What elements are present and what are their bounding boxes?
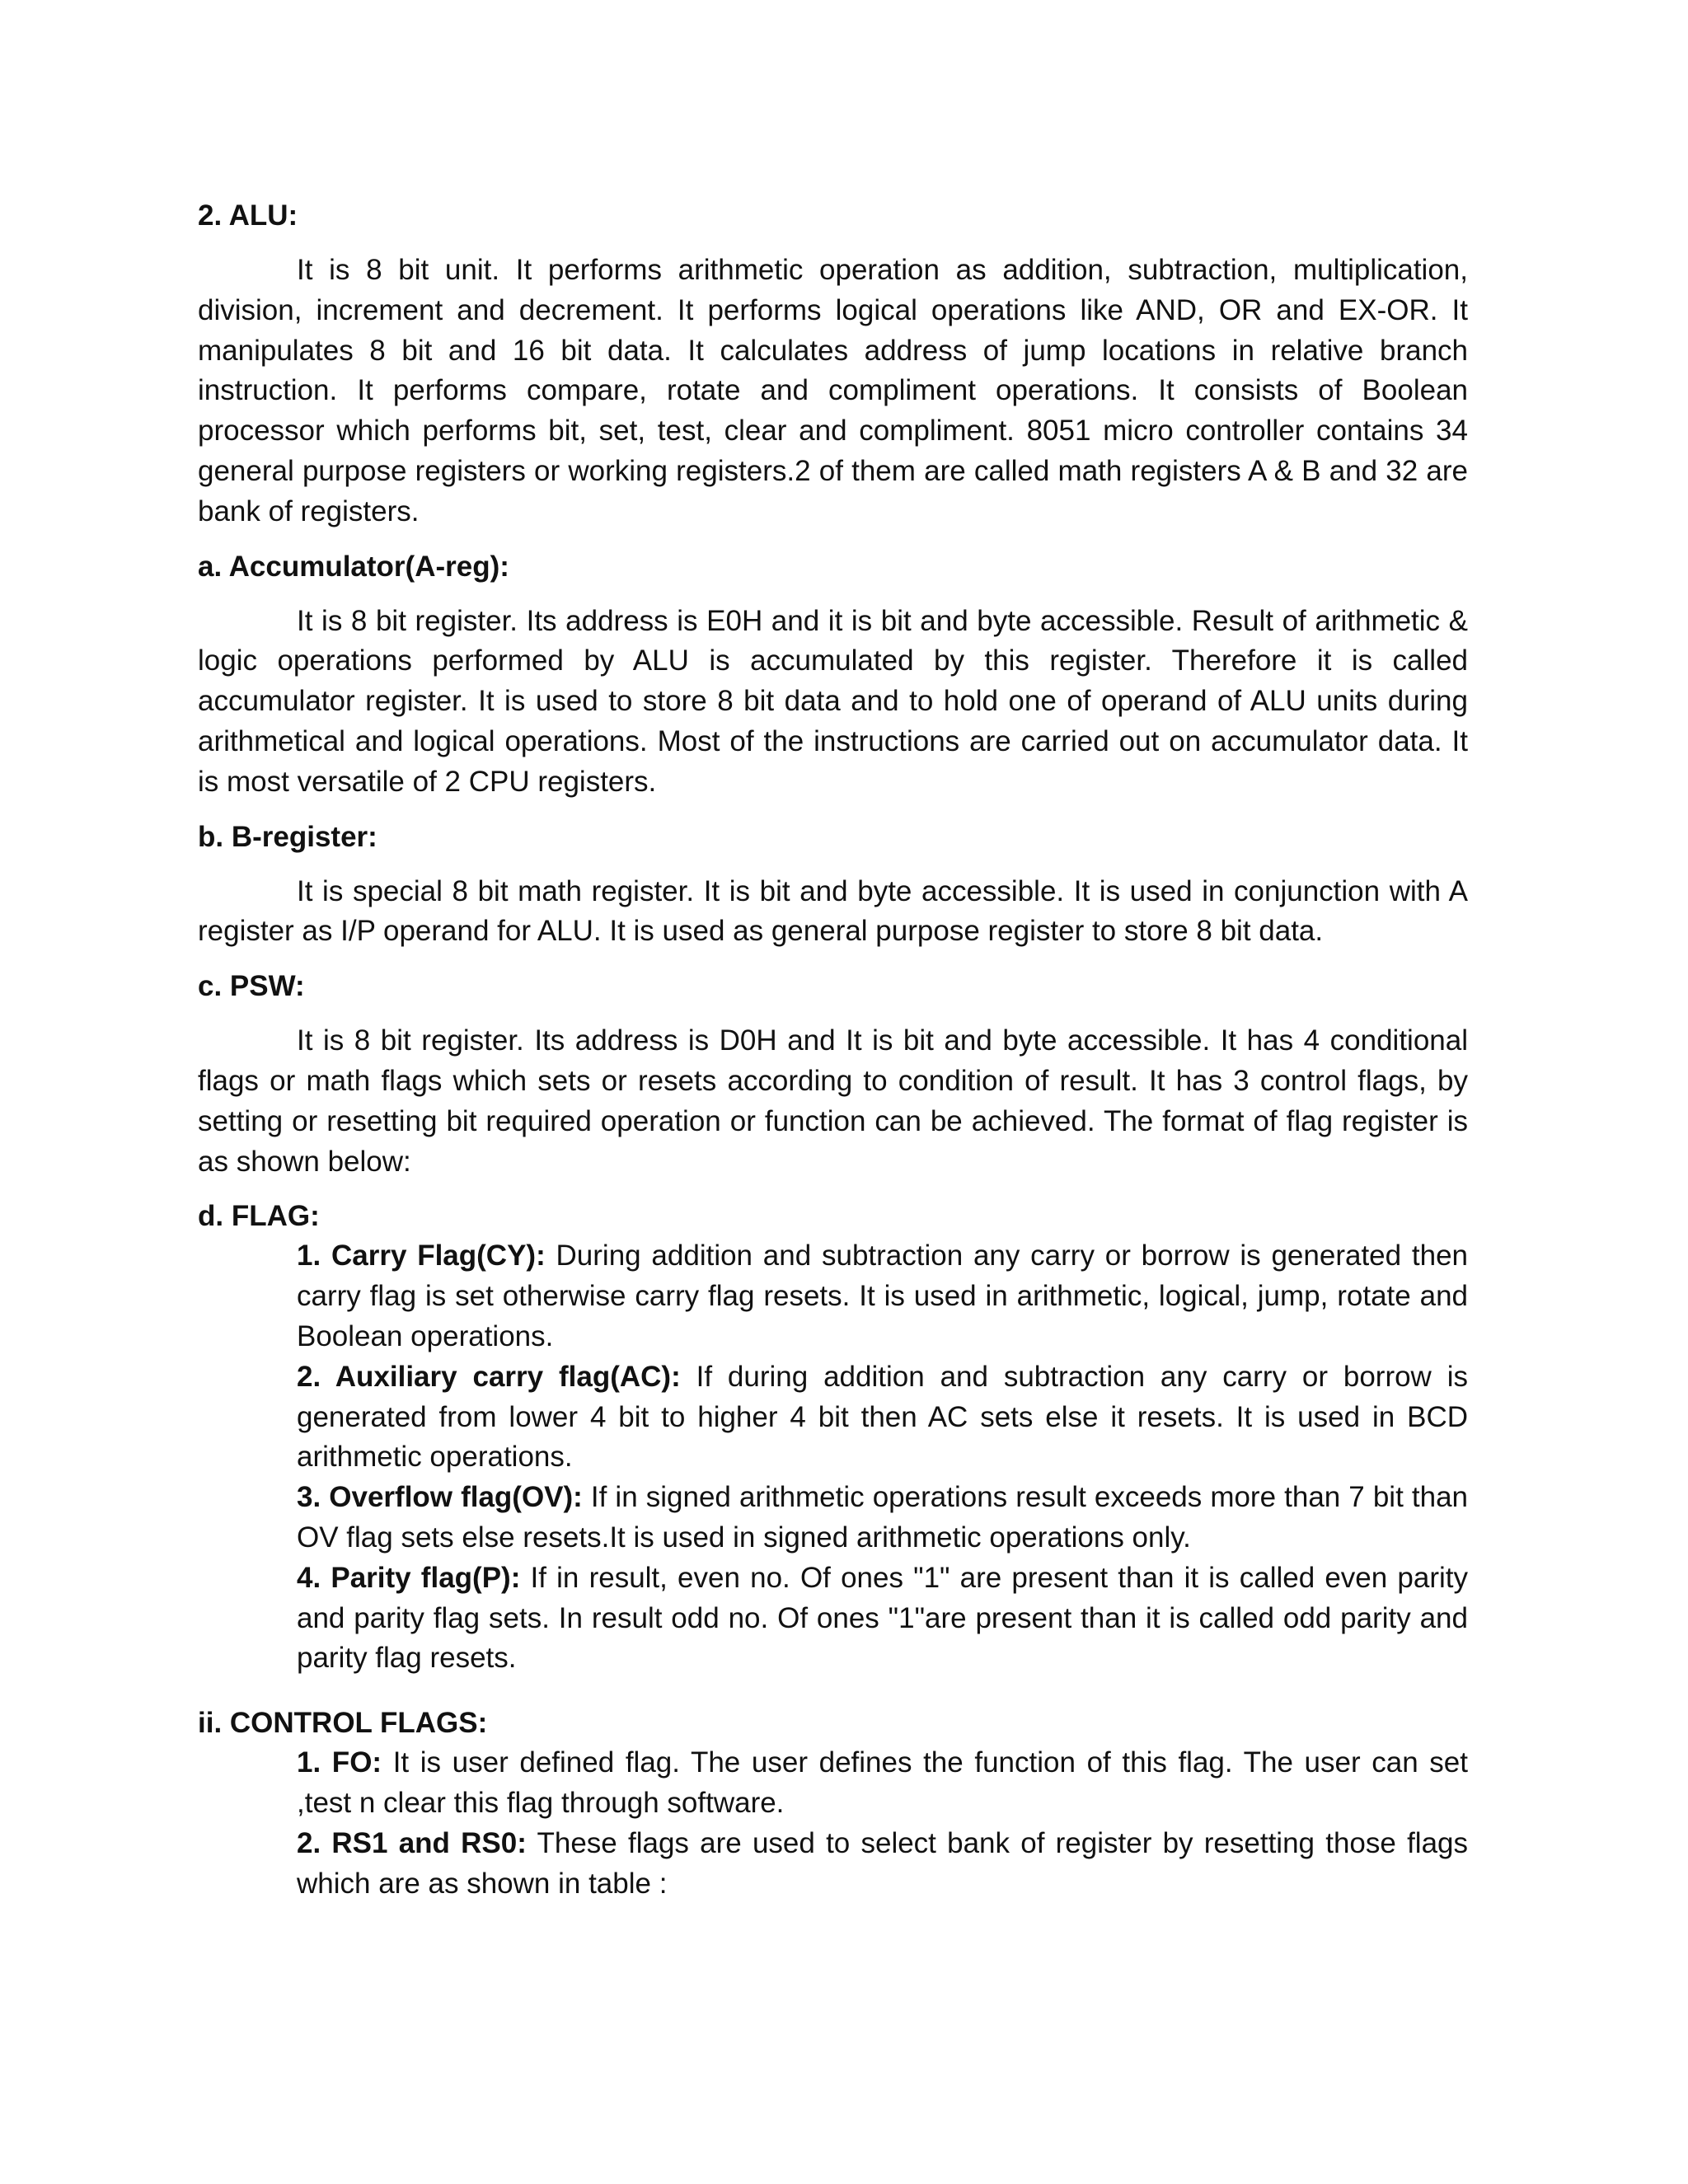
list-item — [297, 1236, 1468, 1357]
accumulator-heading: a. Accumulator(A-reg): — [198, 550, 509, 583]
control-flag-text: It is user defined flag. The user defines the function of this flag. The user can set ,test n clear this flag through software. — [297, 1746, 1468, 1819]
control-flag-term: 2. RS1 and RS0: — [297, 1826, 527, 1859]
list-item — [297, 1743, 1468, 1824]
flag-text: During addition and subtraction any carry or borrow is generated then carry flag is set otherwise carry flag resets. It is used in arithmetic, logical, jump, rotate and Boolean operations. — [297, 1240, 1468, 1352]
psw-paragraph: It is 8 bit register. Its address is D0H and It is bit and byte accessible. It has 4 conditional flags or math flags which sets or resets according to condition of result. It has 3 control flags, by setting or resetting bit required operation or function can be achieved. The format of flag register is as shown below: — [198, 1024, 1468, 1178]
flag-term: 1. Carry Flag(CY): — [297, 1240, 546, 1272]
section-spacer — [198, 1679, 1468, 1704]
control-flags-heading: ii. CONTROL FLAGS: — [198, 1707, 488, 1740]
document-page — [198, 196, 1468, 1904]
accumulator-paragraph: It is 8 bit register. Its address is E0H and it is bit and byte accessible. Result of arithmetic & logic operations performed by ALU is accumulated by this register. Therefore it is called accumulator register. It is used to store 8 bit data and to hold one of operand of ALU units during arithmetical and logical operations. Most of the instructions are carried out on accumulator data. It is most versatile of 2 CPU registers. — [198, 604, 1468, 798]
list-item — [297, 1357, 1468, 1478]
flag-list — [297, 1236, 1468, 1679]
flag-text: If in signed arithmetic operations result exceeds more than 7 bit than OV flag sets else resets.It is used in signed arithmetic operations only. — [297, 1481, 1468, 1554]
alu-heading: 2. ALU: — [198, 199, 298, 232]
list-item — [297, 1558, 1468, 1679]
flag-text: If in result, even no. Of ones "1" are present than it is called even parity and parity flag sets. In result odd no. Of ones "1"are present than it is called odd parity and parity flag resets. — [297, 1561, 1469, 1675]
flag-term: 2. Auxiliary carry flag(AC): — [297, 1360, 681, 1393]
b-register-paragraph: It is special 8 bit math register. It is bit and byte accessible. It is used in conjunction with A register as I/P operand for ALU. It is used as general purpose register to store 8 bit data. — [198, 874, 1468, 948]
control-flag-text: These flags are used to select bank of register by resetting those flags which are as shown in table : — [297, 1826, 1468, 1900]
alu-paragraph: It is 8 bit unit. It performs arithmetic operation as addition, subtraction, multiplication, division, increment and decrement. It performs logical operations like AND, OR and EX-OR. It manipulates 8 bit and 16 bit data. It calculates address of jump locations in relative branch instruction. It performs compare, rotate and compliment operations. It consists of Boolean processor which performs bit, set, test, clear and compliment. 8051 micro controller contains 34 general purpose registers or working registers.2 of them are called math registers A & B and 32 are bank of registers. — [198, 254, 1468, 527]
b-register-heading: b. B-register: — [198, 820, 377, 853]
psw-heading: c. PSW: — [198, 970, 305, 1003]
list-item — [297, 1824, 1468, 1905]
control-flag-term: 1. FO: — [297, 1746, 382, 1779]
flag-term: 4. Parity flag(P): — [297, 1561, 521, 1594]
control-flags-list — [297, 1743, 1468, 1904]
flag-heading: d. FLAG: — [198, 1200, 320, 1233]
list-item — [297, 1478, 1468, 1558]
flag-text: If during addition and subtraction any carry or borrow is generated from lower 4 bit to higher 4 bit then AC sets else it resets. It is used in BCD arithmetic operations. — [297, 1360, 1468, 1474]
flag-term: 3. Overflow flag(OV): — [297, 1481, 583, 1514]
